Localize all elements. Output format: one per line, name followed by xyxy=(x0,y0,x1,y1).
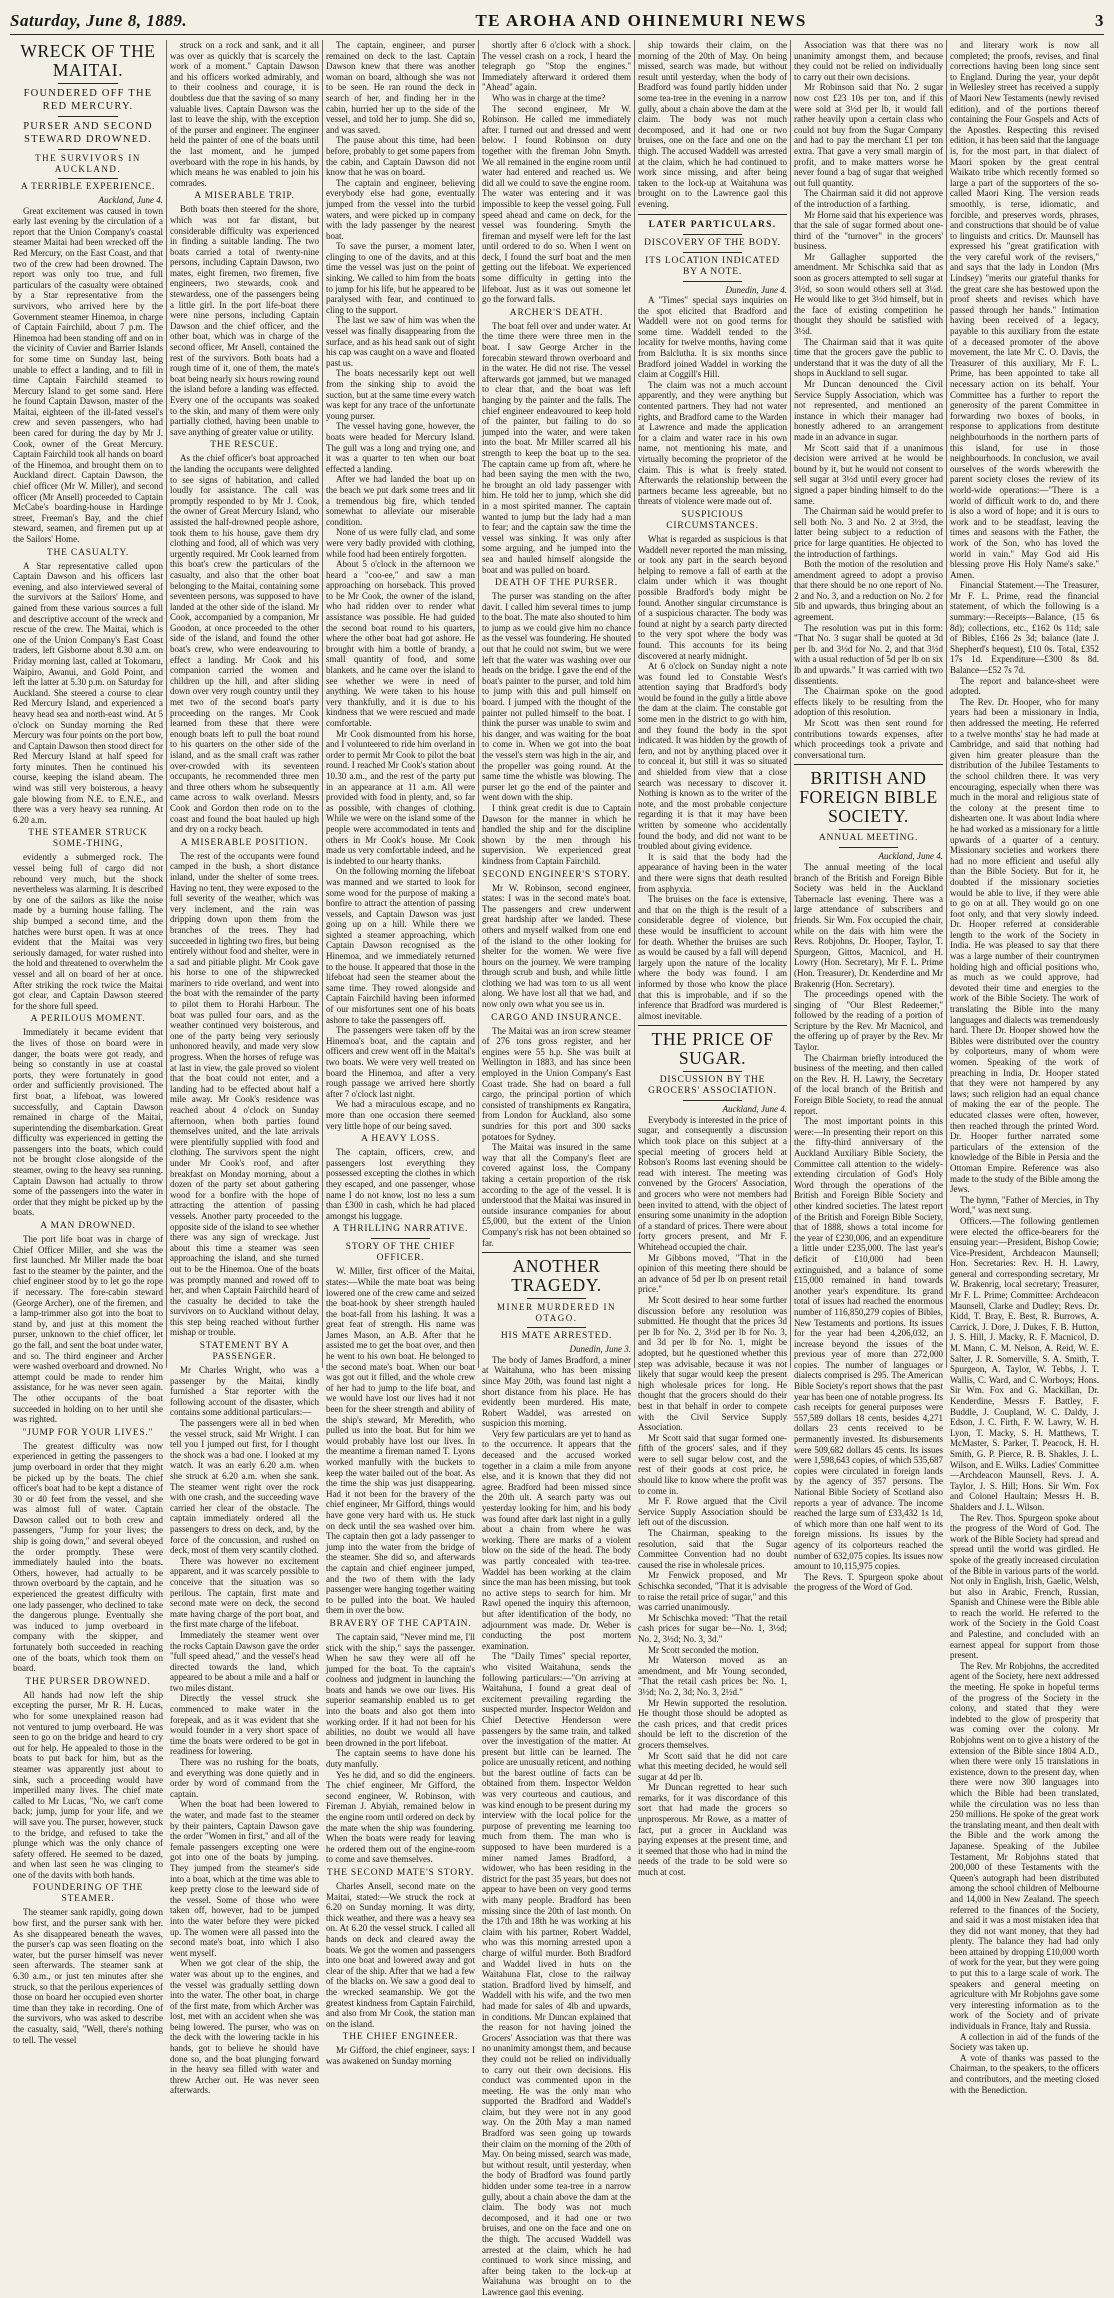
article-paragraph: At 6 o'clock on Sunday night a note was found led to Constable West's attention saying that Bradford's body would be found in the gully a little above the dam at the claim. The constable got some men in the district to go with him, and they found the body in the spot indicated. It was hidden by the growth of fern, and not by anything placed over it to conceal it, but still it was so situated and shielded from view that a close search was necessary to discover it. Nothing is known as to the writer of the note, and the most probable conjecture regarding it is that it may have been written by someone who accidentally found the body, and did not want to be troubled about giving evidence. xyxy=(638,661,787,852)
divider-rule xyxy=(58,178,118,179)
article-paragraph: Mr Gallagher supported the amendment. Mr Schischka said that as soon as grocers attempted to sell sugar at 3½d, so soon would others sell at 3¼d. He would like to get 3½d himself, but in the face of existing competition he thought they should be satisfied with 3½d. xyxy=(794,251,943,337)
article-subheading: DEATH OF THE PURSER. xyxy=(495,578,618,589)
article-paragraph: Immediately the steamer went over the rocks Captain Dawson gave the order "full speed ahead," and the vessel's head directed towards the land, which appeared to be about a mile and a half or two miles distant. xyxy=(170,1629,319,1693)
masthead xyxy=(10,8,1104,35)
masthead-title: TE AROHA AND OHINEMURI NEWS xyxy=(475,11,807,30)
article-paragraph: The annual meeting of the local branch of the British and Foreign Bible Society was held in the Auckland Tabernacle last evening. There was a large attendance of subscribers and friends. Sir Wm. Fox occupied the chair, while on the dais with him were the Revs. Robjohns, Dr. Hooper, Taylor, T. Spurgeon, Gittos, Macnicol, and H. Lowry (Hon. Secretary), Mr F. L. Prime (Hon. Treasurer), Dr. Kenderdine and Mr Brakenrig (Hon. Secretary). xyxy=(794,861,943,989)
dateline: Dunedin, June 4. xyxy=(725,284,787,295)
article-paragraph: The captain, engineer, and purser remained on deck to the last. Captain Dawson knew that there was another woman on board, although she was not to be seen. He ran round the deck in search of her, and finding her in the cabin, hurried her up to the side of the vessel, and told her to jump. She did so, and was saved. xyxy=(326,40,475,135)
article-subheading: LATER PARTICULARS. xyxy=(648,219,777,230)
article-paragraph: Mr Cook dismounted from his horse, and I volunteered to ride him overland in order to permit Mr Cook to pilot the boat round. I reached Mr Cook's station about 10.30 a.m., and the rest of the party put in an appearance at 11 a.m. All were provided with food in plenty, and, so far as possible, with changes of clothing. While we were on the island some of the people were accommodated in tents and others in Mr Cook's house. Mr Cook made us very comfortable indeed, and he is indebted to our hearty thanks. xyxy=(326,728,475,866)
article-subheading: A PERILOUS MOMENT. xyxy=(30,1014,146,1025)
divider-rule xyxy=(683,281,743,282)
article-paragraph: The bruises on the face is extensive, and that on the thigh is the result of a considerable degree of violence, but these would be insufficient to account for death. Whether the bruises are such as would be caused by a fall will depend largely upon the nature of the locality where the body was found. I am informed by those who know the place that this is improbable, and if so the inference that Bradford was murdered is almost inevitable. xyxy=(638,894,787,1021)
article-paragraph: Mr Scott was then sent round for contributions towards expenses, after which proceedings took a private and conversational turn. xyxy=(794,718,943,760)
article-paragraph: The Rev. Thos. Spurgeon spoke about the progress of the Word of God. The work of the Bible Society had spread and spread until the world was girdled. He spoke of the greatly increased circulation of the Bible in various parts of the world. Not only in English, Irish, Gaelic, Welsh, but also in Arabic, French, Russian, Spanish and Chinese were the Bible able to reach the world. He referred to the work of the Society in the Gold Coast and Palestine, and concluded with an earnest appeal for support from those present. xyxy=(950,1512,1099,1661)
divider-rule xyxy=(482,1252,631,1253)
article-paragraph: The boats necessarily kept out well from the sinking ship to avoid the suction, but at the same time every watch was kept for any trace of the unfortunate young purser. xyxy=(326,368,475,421)
masthead-page-number: 3 xyxy=(1095,11,1104,30)
article-paragraph: The pause about this time, had been before, probably to get some papers from the cabin, and Captain Dawson did not know that he was on board. xyxy=(326,135,475,178)
article-paragraph: Financial Statement.—The Treasurer, Mr F. L. Prime, read the financial statement, of which the following is a summary:—Receipts—Balance, (15 6s 8d); collections, etc., £162 0s 11d; sale of Bibles, £166 2s 3d; balance (late J. Shepherd's bequest), £10 0s. Total, £352 17s 1d. Expenditure—£300 8s 8d. Balance—£52 7s 7d. xyxy=(950,580,1099,676)
article-subheading: PURSER AND SECOND STEWARD DROWNED. xyxy=(23,121,153,145)
article-paragraph: The Chairman said it did not approve of the introduction of a farthing. xyxy=(794,188,943,209)
article-subheading: THE SURVIVORS IN AUCKLAND. xyxy=(35,153,141,174)
article-paragraph: Mr Scott said that he did not care what this meeting decided, he would sell sugar at 4d per lb. xyxy=(638,1750,787,1782)
article-paragraph: The resolution was put in this form: "That No. 3 sugar shall be quoted at 3d per lb. and 3½d for No. 2, and that 3½d with a usual reduction of 5d per lb on six lb and upwards." It was carried with two dissentients. xyxy=(794,622,943,686)
article-paragraph: Mr Robinson said that No. 2 sugar now cost £23 10s per ton, and if this were sold at 3½d per lb, it would fall rather heavily upon a certain class who could not buy from the Sugar Company and had to pay the merchant £1 per ton extra. That gave a very small margin of profit, and to make matters worse he never found a bag of sugar that weighed out full quantity. xyxy=(794,82,943,188)
divider-rule xyxy=(683,252,743,253)
article-paragraph: A vote of thanks was passed to the Chairman, to the speakers, to the officers and contributors, and the meeting closed with the Benediction. xyxy=(950,2052,1099,2095)
column-1 xyxy=(10,40,166,2045)
article-paragraph: The Chairman said that it was quite time that the grocers gave the public to understand that it was the duty of all the shops in Auckland to sell sugar. xyxy=(794,336,943,379)
article-subheading: THE SECOND MATE'S STORY. xyxy=(326,1867,475,1878)
article-subheading: THE CASUALTY. xyxy=(46,547,130,558)
article-paragraph: It is said that the body had the appearance of having been in the water and there were signs that death resulted from asphyxia. xyxy=(638,851,787,894)
article-paragraph: Officers.—The following gentlemen were elected the office-bearers for the ensuing year:—President, Bishop Cowie; Vice-President, Archdeacon Maunsell; Hon. Secretaries: Rev. H. H. Lawry, general and corresponding secretary, Mr W. Brakenrig, local secretary; Treasurer, Mr F. L. Prime; Committee: Archdeacon Maunsell, Clarke and Dudley; Revs. Dr. Kidd, T. Bray, E. Best, R. Burrows, A. Carrick, J. Dore, J. Dukes, F. B. Hutton, J. S. Hill, J. Macky, R. F. Macnicol, D. M. Mann, C. M. Nelson, A. Reid, W. E. Salter, J. R. Somerville, S. A. Smith, T. Spurgeon, A. Taylor, W. Tebbs, J. T. Wallis, C. Ward, and C. Worboys; Hons. Sir Wm. Fox and G. Mackillan, Dr. Kenderdine, Messrs F. Battley, F. Buddle, J. Coupland, W. C. Daldy, J. Edson, J. C. Firth, F. W. Lawry, W. H. Lyon, T. Macky, S. H. Matthews, T. McMaster, S. Parker, T. Peacock, H. H. Smith, G. P. Pierce, R. B. Shakles, J. L. Wilson, and E. Wilks. Ladies' Committee—Archdeacon Maunsell, Revs. J. A. Taylor, J. S. Hill; Hons. Sir Wm. Fox and Colonel Haultain; Messrs H. B. Shalders and J. L. Wilson. xyxy=(950,1215,1099,1512)
article-paragraph: A "Times" special says inquiries on the spot elicited that Bradford and Waddell were not on good terms for some time. Waddell tended to the locality for twelve months, having come from Balclutha. It is six months since Bradford joined Waddel in working the claim at Coggill's Hill. xyxy=(638,295,787,380)
divider-rule xyxy=(58,116,118,117)
article-paragraph: The Rev. Mr Robjohns, the accredited agent of the Society, here next addressed the meeting. He spoke in hopeful terms of the progress of the Society in the colony, and stated that they were indebted to the glow of prosperity that was coming over the colony. Mr Robjohns went on to give a history of the extension of the Bible since 1804 A.D., when there were only 15 translations in existence, down to the present day, when there were now 300 languages into which the Bible had been translated, while the circulation was no less than 250 millions. He spoke of the great work the translating meant, and then dealt with the Bible and the work among the Japanese. Speaking of the Jubilee Testament, Mr Robjohns stated that 200,000 of these Testaments with the Queen's autograph had been distributed among the school children of Melbourne and 14,000 in New Zealand. The speech referred to the finances of the Society, and said it was a most mistaken idea that they did not want money, that they had plenty. The balance they had had only been attained by dropping £10,000 worth of work for the year, but they were going to put this to a large scale of work. The speakers and general meeting on agriculture with Mr Robjohns gave some very interesting information as to the work of the Society and of private individuals in France, Italy and Russia. xyxy=(950,1660,1099,2032)
column-7 xyxy=(946,40,1102,2095)
masthead-date: Saturday, June 8, 1889. xyxy=(10,11,188,30)
article-paragraph: There was however no excitement apparent, and it was scarcely possible to conceive that the situation was so perilous. The captain, first mate and second mate were on deck, the second mate having charge of the port boat, and the first mate charge of the lifeboat. xyxy=(170,1555,319,1630)
article-subheading: SECOND ENGINEER'S STORY. xyxy=(482,869,631,880)
article-paragraph: The purser was standing on the after davit. I called him several times to jump to the boat. The mate also shouted to him to jump as we could give him no chance as the vessel was foundering. He shouted out that he could not swim, but we were left that the water was washing over our heads on the bridge. I gave the end of the boat's painter to the purser, and told him to jump with this and pull himself on board. I jumped with the thought of the painter not pulled himself to the boat. I think the purser was unable to swim and his danger, and was waiting for the boat to come in. When we got into the boat the vessel's stern was high in the air, and the propeller was going round. At the same time the whistle was blowing. The purser let go the end of the painter and went down with the ship. xyxy=(482,591,631,803)
article-paragraph: Mr Gifford, the chief engineer, says: I was awakened on Sunday morning xyxy=(326,2045,475,2066)
article-headline: THE PRICE OF SUGAR. xyxy=(651,1029,774,1069)
article-paragraph: Mr Charles Wright, who was a passenger by the Maitai, kindly furnished a Star reporter with the following account of the disaster, which contains some additional particulars:— xyxy=(170,1365,319,1418)
article-subheading: HIS MATE ARRESTED. xyxy=(500,1331,613,1342)
article-headline: WRECK OF THE MAITAI. xyxy=(20,41,156,80)
article-paragraph: Immediately it became evident that the lives of those on board were in danger, the boats were got ready, and being so constantly in use at coastal ports, they were fortunately in good order and sufficiently provisioned. The first boat, a lifeboat, was lowered successfully, and Captain Dawson remained in charge of the Maitai, superintending the disembarkation. Great difficulty was experienced in getting the passengers into the boats, which could not be brought close alongside of the steamer, owing to the heavy sea running. Captain Dawson had actually to throw some of the passengers into the water in order that they might be picked up by the boats. xyxy=(13,1027,163,1218)
article-paragraph: Mr Scott said that if a unanimous decision were arrived at he would be bound by it, but he would not consent to sell sugar at 3½d until every grocer had signed a paper binding himself to do the same. xyxy=(794,442,943,506)
article-paragraph: The Maitai was an iron screw steamer of 276 tons gross register, and her engines were 55 h.p. She was built at Wellington in 1883, and has since been employed in the Union Company's East Coast trade. She had on board a full cargo, the principal portion of which consisted of transhipments ex Rangatira, from London for Auckland, also some sundries for this port and 300 sacks potatoes for Sydney. xyxy=(482,1025,631,1142)
article-paragraph: A collection in aid of the funds of the Society was taken up. xyxy=(950,2031,1099,2053)
article-paragraph: On the following morning the lifeboat was manned and we started to look for some wood for the purpose of making a bonfire to attract the attention of passing vessels, and Captain Dawson was just going up on a hill. While there we sighted a steamer approaching, which Captain Dawson recognised as the Hinemoa, and we immediately returned to the house. It appeared that those in the lifeboat had seen the steamer about the same time. They rowed alongside and Captain Fairchild having been informed of our misfortunes sent one of his boats ashore to take the passengers off. xyxy=(326,866,475,1025)
divider-rule xyxy=(58,83,118,84)
article-paragraph: struck on a rock and sank, and it all was over as quickly that is scarcely the work of a moment." Captain Dawson and his officers worked admirably, and to their coolness and courage, it is doubtless due that the saving of so many valuable lives. Captain Dawson was the last to leave the ship, with the exception of the purser and engineer. The engineer held the painter of one of the boats until the last moment, and he jumped overboard with the rope in his hands, by which means he was enabled to join his comrades. xyxy=(170,40,319,188)
article-subheading: A MISERABLE TRIP. xyxy=(194,191,295,202)
newspaper-columns xyxy=(10,40,1104,2297)
divider-rule xyxy=(794,764,943,765)
divider-rule xyxy=(638,1025,787,1026)
article-paragraph: The captain said, "Never mind me, I'll stick with the ship," says the passenger. When he saw they were all off he jumped for the boat. To the captain's coolness and judgment in launching the boats and hands we owe our lives. His superior seamanship enabled us to get into the boats and also got them into working order. If it had not been for his abilities, no doubt we would all have been drowned in the port lifeboat. xyxy=(326,1631,475,1748)
article-paragraph: I think great credit is due to Captain Dawson for the manner in which he handled the ship and for the discipline shown by the men through his supervision. We experienced great kindness from Captain Fairchild. xyxy=(482,802,631,866)
article-paragraph: To save the purser, a moment later, clinging to one of the davits, and at this time the vessel was just on the point of sinking. We called to him from the boats to jump for his life, but he appeared to be paralysed with fear, and continued to cling to the support. xyxy=(326,241,475,315)
article-subheading: STATEMENT BY A PASSENGER. xyxy=(199,1341,290,1363)
article-paragraph: All hands had now left the ship excepting the purser, Mr R. H. Lucas, who for some unexplained reason had not ventured to jump overboard. He was seen to go on the bridge and heard to cry out for help. He appealed to those in the boats to put back for him, but as the steamer was apparently just about to sink, such a proceeding would have imperilled many lives. The chief mate called to Mr Lucas, "No, we can't come back; jump, jump for your life, and we will save you. The purser, however, stuck to the bridge, and refused to take the plunge which was the only chance of safety offered. He seemed to be dazed, and when last seen he was clinging to one of the davits with both hands. xyxy=(13,1689,163,1880)
article-paragraph: The "Daily Times" special reporter, who visited Waitahuna, sends the following particulars:—"On arriving at Waitahuna, I found a great deal of excitement prevailing regarding the suspected murder. Inspector Weldon and Chief Detective Henderson were passengers by the same train, and talked over the investigation of the matter. At present but little can be learned. The police are unusually reticent, and nothing but the barest outline of facts can be obtained from them. Inspector Weldon was very courteous and cautious, and was kind enough to be present during my interview with the local police for the purpose of preventing me learning too much from them. The man who is supposed to have been murdered is a miner named James Bradford, a widower, who has been residing in the district for the past 35 years, but does not appear to have been on very good terms with many people. Bradford has been missing since the 20th of last month. On the 17th and 18th he was working at his claim with his partner, Robert Waddel, who was this morning arrested upon a charge of wilful murder. Both Bradford and Waddel lived in huts on the Waitahuna Flat, close to the railway station. Bradford lived by himself, and Waddell with his wife, and the two men had made for sales of 4lb and upwards, in conditions. Mr Duncan explained that the reason for not having joined the Grocers' Association was that there was no unanimity amongst them, and because they could not be relied on individually to carry out their own decisions. His conduct was commented upon in the meeting. He was the only man who supported the Bradford and Waddel's claim, but they were not in any good way. On the 20th May a man named Bradford was seen going up towards their claim on the morning of the 20th of May. On being missed, search was made, but without result, until yesterday, when the body of Bradford was found partly hidden under some tea-tree in a narrow gully, about a chain above the dam at the claim. The body was not much decomposed, and it had one or two bruises, and one on the face and one on the thigh. The accused Waddell was arrested at the claim, which he had continued to work since missing, and after being taken to the lock-up at Waitahuna was brought on to the Lawrence gaol this evening. xyxy=(482,1651,631,2297)
article-paragraph: The captain seems to have done his duty manfully. xyxy=(326,1748,475,1770)
article-subheading: MINER MURDERED IN OTAGO. xyxy=(497,1302,616,1324)
divider-rule xyxy=(683,234,743,235)
article-paragraph: Mr Gibbons moved, "That in the opinion of this meeting there should be an advance of 5d per lb on present retail price." xyxy=(638,1252,787,1295)
article-paragraph: Charles Ansell, second mate on the Maitai, stated:—We struck the rock at 6.20 on Sunday morning. It was dirty, thick weather, and there was a heavy sea on. At 6.20 the vessel struck. I called all hands on deck and cleared away the boats. We got the women and passengers into one boat and lowered away and got clear of the ship. After that we had a few of the blacks on. We saw a good deal to the wrecked seamanship. We got the greatest kindness from Captain Fairchild, and also from Mr Cook, the station man on the island. xyxy=(326,1880,475,2029)
article-paragraph: The captain and engineer, believing everybody else had gone, eventually jumped from the vessel into the turbid waters, and were picked up in company with the lady passenger by the nearest boat. xyxy=(326,177,475,241)
article-paragraph: Who was in charge at the time? xyxy=(492,92,606,103)
article-subheading: SUSPICIOUS CIRCUMSTANCES. xyxy=(666,509,759,531)
article-subheading: THE PURSER DROWNED. xyxy=(25,1676,151,1687)
divider-rule xyxy=(527,1298,587,1299)
article-subheading: ANNUAL MEETING. xyxy=(818,833,919,844)
article-paragraph: Mr Duncan denounced the Civil Service Supply Association, which was not represented, and mentioned an instance in which their manager had honestly adhered to an arrangement made in an advance in sugar. xyxy=(794,379,943,442)
article-paragraph: W. Miller, first officer of the Maitai, states:—While the mate boat was being lowered one of the crew came and seized the boat-hook by sheer strength hauled the boat-fall from his lashing. It was a great feat of strength. His name was James Mason, an A.B. After that he assisted me to get the boat over, and then he went to his own boat. He belonged to the second mate's boat. When our boat was got out it filled, and the whole crew of her had to jump to the life boat, and we would have lost our lives had it not been for the sheer strength and ability of the ship's steward, Mr Meredith, who pulled us into the boat. But for him we would probably have lost our lives. In the meantime a fireman named T. Lyons worked manfully with the buckets to keep the water bailed out of the boat. As the time the ship was just disappearing. Had it not been for the bravery of the chief engineer, Mr Gifford, things would have gone very hard with us. He stuck on deck until the sea washed over him. The captain then got a lady passenger to jump into the water from the bridge of the steamer. She did so, and afterwards the captain and chief engineer jumped, and the two of them with the lady passenger were hanging together waiting to be pulled into the boat. We hauled them in over the bow. xyxy=(326,1266,475,1616)
article-subheading: ARCHER'S DEATH. xyxy=(509,307,604,318)
article-paragraph: The Chairman spoke on the good effects likely to be resulting from the adoption of this resolution. xyxy=(794,686,943,718)
article-paragraph: The claim was not a much account apparently, and they were anything but contented partners. They had not water rights, and Bradford came to the Warden at Lawrence and made the application for a claim and water race in his own name, not mentioning his mate, and virtually becoming the proprietor of the claim. This is what is freely stated. Afterwards the relationship between the partners became less agreeable, but no threats of violence were made out of. xyxy=(638,379,787,507)
article-paragraph: Mr W. Robinson, second engineer, states: I was in the second mate's boat. The passengers and crew underwent great hardship after we landed. These others and myself walked from one end of the island to the other looking for shelter for the women. We were five hours on the journey. We were tramping through scrub and bush, and while little clothing we had was torn to us all went along. We have lost all that we had, and now only own what you see us in. xyxy=(482,882,631,1010)
article-paragraph: ship towards their claim, on the morning of the 20th of May. On being missed, search was made, but without result until yesterday, when the body of Bradford was found partly hidden under some tea-tree in the evening in a narrow gully, about a chain above the dam at the claim. The body was not much decomposed, and it had one or two bruises, one on the face and one on the thigh. The accused Waddell was arrested at the claim, which he had continued to work since missing, and after being taken to the lock-up at Waitahuna was brought on to the Lawrence gaol this evening. xyxy=(638,40,787,209)
article-subheading: A TERRIBLE EXPERIENCE. xyxy=(20,182,156,192)
article-paragraph: Great excitement was caused in town early last evening by the circulation of a report that the Union Company's coastal steamer Maitai had been wrecked off the Red Mercury, on the East Coast, and that two of the crew had been drowned. The report was only too true, and full particulars of the casualty were obtained by a Star representative from the survivors, who arrived here by the Government steamer Hinemoa, in charge of Captain Fairchild, about 7 p.m. The Hinemoa had been standing off and on in the vicinity of Cuvier and Barrier Islands for some time on Sunday last, being unable to effect a landing, and to fill in time Captain Fairchild steamed to Mercury Island to get some sand. Here he found Captain Dawson, master of the Maitai, eighteen of the ill-fated vessel's crew and seven passengers, who had been cared for during the day by Mr J. Cook, owner of the Great Mercury. Captain Fairchild took all hands on board of the Hinemoa, and brought them on to Auckland direct. Captain Dawson, the chief officer (Mr W. Miller), and second officer (Mr Ansell) proceeded to Captain McCabe's boarding-house in Hardinge street, Freeman's Bay, and the chief steward, seamen, and firemen put up at the Sailors' Home. xyxy=(13,205,163,544)
article-paragraph: The passengers were taken off by the Hinemoa's boat, and the captain and officers and crew went off in the Maitai's two boats. We were very well treated on board the Hinemoa, and after a very rough passage we arrived here shortly after 7 o'clock last night. xyxy=(326,1025,475,1099)
article-subheading: A MISERABLE POSITION. xyxy=(180,837,309,848)
article-paragraph: Everybody is interested in the price of sugar, and consequently a discussion which took place on this subject at a special meeting of grocers held at Robson's Rooms last evening should be read with interest. The meeting was convened by the Grocers' Association, and grocers who were not members had been invited to attend, with the object of ensuring some unanimity in the adoption of a standard of prices. There were about forty grocers present, and Mr F. Whitehead occupied the chair. xyxy=(638,1114,787,1252)
article-paragraph: Both the motion of the resolution and amendment agreed to adopt a proviso that there should be no one report of No. 2 and No. 3, and a reduction on No. 2 for 5lb and upwards, thus bringing about an agreement. xyxy=(794,559,943,623)
dateline: Auckland, June 4. xyxy=(878,851,943,862)
article-paragraph: A Star representative called upon Captain Dawson and his officers last evening, and also interviewed several of the survivors at the Sailors' Home, and gained from these various sources a full and descriptive account of the wreck and rescue of the crew. The Maitai, which is one of the Union Company's East Coast traders, left Gisborne about 8.30 a.m. on Friday morning last, called at Tokomaru, Waipiro, Awanui, and Gold Point, and left the latter at 5.30 p.m. on Saturday for Auckland. She steered a course to clear Red Mercury Island, and experienced a heavy head sea and north-east wind. At 5 o'clock on Sunday morning the Red Mercury was four points on the port bow, and Captain Dawson then stood direct for Red Mercury Island at half speed for forty minutes. Then he continued his course, keeping the island abeam. The wind was still very boisterous, a heavy gale blowing from N.E. to E.N.E., and there was a very heavy sea running. At 6.20 a.m. xyxy=(13,560,163,825)
article-paragraph: The Revs. T. Spurgeon spoke about the progress of the Word of God. xyxy=(794,1571,943,1593)
article-paragraph: Directly the vessel struck she commenced to make water in the forepeak, and as it was evident that she would founder in a very short space of time the boats were ordered to be got in readiness for lowering. xyxy=(170,1693,319,1757)
article-paragraph: The hymn, "Father of Mercies, in Thy Word," was next sung. xyxy=(950,1194,1099,1216)
article-paragraph: Both boats then steered for the shore, which was not far distant, but considerable difficulty was experienced in finding a suitable landing. The two boats carried a total of twenty-nine persons, including Captain Dawson, two mates, eight firemen, two firemen, five engineers, two stewards, cook and stewardess, one of the passengers being a little girl. In the port life-boat there were nine persons, including Captain Dawson and the chief officer, and the other boat, which was in charge of the second officer, Mr Ansell, contained the rest of the survivors. Both boats had a rough time of it, one of them, the mate's boat being nearly six hours rowing round the island before a landing was effected. Every one of the occupants was soaked to the skin, and many of them were only partially clothed, having been unable to save anything of greater value or utility. xyxy=(170,204,319,437)
article-paragraph: The second engineer, Mr W. Robinson. He called me immediately after. I turned out and dressed and went below. I found Robinson on duty together with the fireman John Smyth. We all remained in the engine room until water had entered and reached us. We did all we could to save the engine room. The water was entering and it was impossible to keep the vessel going. Full speed ahead and came on deck, for the vessel was foundering. Smyth the fireman and myself were left for the last until ordered to do so. When I went on deck, I found the surf boat and the men getting out the lifeboat. We experienced some difficulty in getting into the lifeboat. Just as it was out someone let go the forward falls. xyxy=(482,103,631,305)
article-paragraph: The rest of the occupants were found camped in the bush, a short distance inland, under the shelter of some trees. Having no tent, they were exposed to the full severity of the weather, which was very inclement, and the rain was dripping down upon them from the branches of the trees. They had succeeded in lighting two fires, but being entirely without food and shelter, were in a sad and pitiable plight. Mr Cook gave his horse to one of the shipwrecked mariners to ride overland, and went into the boat with the remainder of the party to pilot them to Horahi Harbour. The boat was pulled four oars, and as the weather continued very boisterous, and one of the party being very seriously unhonored heavily, and made very slow progress. When the horses of refuge was at last in view, the gale proved so violent that the boat could not enter, and a landing had to be effected about half a mile away. Mr Cook's residence was reached about 4 o'clock on Sunday afternoon, when both parties found themselves united, and the late arrivals were plentifully supplied with food and clothing. The survivors spent the night under Mr Cook's roof, and after breakfast on Monday morning, about a dozen of the party set about gathering wood for a bonfire with the hope of attracting the attention of passing vessels. Another party proceeded to the opposite side of the island to see whether there was any sign of wreckage. Just about this time a steamer was seen approaching the island, and she turned out to be the Hinemoa. One of the boats was promptly manned and rowed off to her, and when Captain Fairchild heard of the casualty he decided to take the survivors on to Auckland without delay, this step being reached without further mishap or trouble. xyxy=(170,850,319,1338)
divider-rule xyxy=(527,1327,587,1328)
article-paragraph: Mr Hewin supported the resolution. He thought those should be adopted as the cash prices, and that credit prices should be left to the discretion of the grocers themselves. xyxy=(638,1697,787,1750)
article-subheading: DISCOVERY OF THE BODY. xyxy=(644,237,781,248)
column-6 xyxy=(790,40,946,1593)
article-subheading: ITS LOCATION INDICATED BY A NOTE. xyxy=(645,255,780,277)
article-paragraph: None of us were fully clad, and some were very badly provided with clothing, while food had been entirely forgotten. xyxy=(326,527,475,559)
column-3 xyxy=(322,40,478,2066)
article-paragraph: When the boat had been lowered to the water, and made fast to the steamer by their painters, Captain Dawson gave the order "Women in first," and all of the female passengers excepting one were got into one of the boats by jumping. They jumped from the steamer's side into a boat, which at the time was able to keep pretty close to the leeward side of the vessel. Some of those who were taken off, however, had to be jumped into the water before they were picked up. The women were all passed into the second mate's boat, into which I also went myself. xyxy=(170,1799,319,1958)
article-paragraph: The Maitai was insured in the same way that all the Company's fleet are covered against loss, the Company taking a certain proportion of the risk according to the age of the vessel. It is understood that the Maitai was insured in outside insurance companies for about £5,000, but the extent of the Union Company's risk has not been obtained so far. xyxy=(482,1142,631,1248)
article-paragraph: What is regarded as suspicious is that Waddell never reported the man missing, or took any part in the search beyond helping to remove a fall of earth at the claim under which it was thought possible Bradford's body might be found. Another singular circumstance is of a suspicious character. The body was found at night by a search party directed to the very spot where the body was found. This accounts for its being discovered at nearly midnight. xyxy=(638,533,787,661)
article-paragraph: Mr Scott desired to hear some further discussion before any resolution was submitted. He thought that the prices 3d per lb for No. 2, 3½d per lb for No. 3, and 3d per lb for No. 1, might be adopted, but he questioned whether this step was advisable, because it was not likely that sugar would keep the present high wholesale prices for long. He thought that the grocers should do their best in that behalf in order to compete with the Civil Service Supply Association. xyxy=(638,1294,787,1433)
article-paragraph: As the chief officer's boat approached the landing the occupants were delighted to see signs of habitation, and called loudly for assistance. The call was promptly responded to by Mr J. Cook, the owner of Great Mercury Island, who assisted the half-drowned people ashore, took them to his house, gave them dry clothing and food, all of which was very urgently required. Mr Cook learned from this boat's crew the particulars of the casualty, and also that the other boat belonging to the Maitai, containing some seventeen persons, was supposed to have landed at the other side of the island. Mr Cook, accompanied by a companion, Mr Goodon, at once proceeded to the other side of the island, and found the other boat's crew, who were endeavouring to effect a landing. Mr Cook and his companion carried the women and children up the hill, and after sliding down over very rough country until they met two of the second boat's party proceeding on the ranges. Mr Cook learned from these that there were enough boats left to pull the boat round to his quarters on the other side of the island, and as the small craft was rather over-crowded with its seventeen occupants, he recommended three men and three others whom he subsequently came across to walk overland. Messrs Cook and Gordon then rode on to the coast and found the boat hauled up high and dry on a rocky beach. xyxy=(170,453,319,835)
article-paragraph: The Chairman briefly introduced the business of the meeting, and then called on the Rev. H. H. Lawry, the Secretary of the local branch of the British and Foreign Bible Society, to read the annual report. xyxy=(794,1052,943,1116)
article-paragraph: When we got clear of the ship, the water was about up to the engines, and the vessel was gradually settling down into the water. The other boat, in charge of the first mate, from which Archer was lost, met with an accident when she was being lowered. The purser, who was on the deck with the lowering tackle in his hands, got to believe he should have done so, and the boat plunging forward in the heavy sea filled with water and threw Archer out. He was never seen afterwards. xyxy=(170,1958,319,2096)
article-subheading: A MAN DROWNED. xyxy=(40,1221,136,1232)
article-paragraph: The Chairman said he would prefer to sell both No. 3 and No. 2 at 3½d, the latter being subject to a reduction of price for large quantities. He objected to the introduction of farthings. xyxy=(794,506,943,559)
article-paragraph: After we had landed the boat up on the beach we put dark some trees and lit a tremendous big fire, which tended somewhat to alleviate our miserable condition. xyxy=(326,474,475,527)
article-subheading: THE CHIEF ENGINEER. xyxy=(342,2032,459,2043)
article-headline: ANOTHER TRAGEDY. xyxy=(511,1256,602,1296)
article-paragraph: The Rev. Dr. Hooper, who for many years had been a missionary in India, then addressed the meeting. He referred to a twelve months' stay he had made at Cambridge, and said that nothing had given him greater pleasure than the distribution of the Jubilee Testaments to the school children there. It was very encouraging, especially when there was much in the moral and religious state of the colony at the present time to dishearten one. It was about India where he had worked as a missionary for a little upwards of a quarter of a century. Missionary societies and workers there had no more efficient and useful ally than the Bible Society. But for it, he doubted if the missionary societies would be able to live, if they were able to go on at all. They would go on one foot only, and that very slowly indeed. Dr. Hooper referred at considerable length to the work of the Society in India. He was pleased to say that there was a large number of their countrymen holding high and official positions who, as much as we could approve, had devoted their time and energies to the work of the Bible Society. The work of translating the Bible into the many languages and dialects was tremendously hard. There Dr. Hooper showed how the Bibles were distributed over the country by colporteurs, many of whom were women. Speaking of the work of preaching in India, Dr. Hooper stated that they were not hampered by any laws; such religion had an equal chance of making the ear of the people. The educated classes were often, however, then reached through the printed Word. Dr. Hooper further narrated some particulars of the extension of the knowledge of the Bible in Persia and the Ottoman Empire. Reference was also made to the study of the Bible among the Jews. xyxy=(950,696,1099,1195)
article-subheading: FOUNDERED OFF THE RED MERCURY. xyxy=(23,88,153,112)
article-paragraph: We had a miraculous escape, and no more than one occasion there seemed very little hope of our being saved. xyxy=(326,1099,475,1131)
dateline: Auckland, June 4. xyxy=(722,1104,787,1115)
article-paragraph: The boat fell over and under water. At the time there were three men in the boat. I saw George Archer in the forecabin steward thrown overboard and in the water. He did not rise. The vessel afterwards got jammed, but we managed to clear that, and the boat was left hanging by the painter and the falls. The chief engineer endeavoured to keep hold of the painter, but failing to do so jumped into the water, and were taken into the boat. Mr Miller scarred all his strength to keep the boat up to the sea. The captain came up from aft, where he had been saying the men with the two, he brought an old lady passenger with him. He told her to jump, which she did in a most spirited manner. The captain wanted to jump but the lady had a man to fear; and the captain saw the time the vessel was sinking. It was only after some arguing, and he jumped into the sea and hauled himself alongside the boat and was pulled on board. xyxy=(482,320,631,575)
article-subheading: A THRILLING NARRATIVE. xyxy=(332,1224,469,1235)
article-paragraph: The most important points in this were:—In presenting their report on this the fifty-third anniversary of the Auckland Auxiliary Bible Society, the Committee call attention to the widely-extending circulation of God's Holy Word through the operations of the British and Foreign Bible Society and other kindred societies. The latest report of the British and Foreign Bible Society, that of 1888, shows a total income for the year of £230,006, and an expenditure a little under £235,000. The last year's deficit of £10,000 had been extinguished, and a balance of some £15,000 remained in hand towards another year's expenditure. Its grand total of issues had reached the enormous number of 116,850,279 copies of Bibles, New Testaments and portions. Its issues for the year had been 4,206,032, an increase beyond the issues of the previous year of more than 272,000 copies. The number of languages or dialects comprised is 295. The American Bible Society's report shows that the past year has been one of notable progress. Its cash receipts for general purposes were 557,589 dollars 18 cents, besides 4,271 dollars 23 cents received to be permanently invested. Its disbursements were 509,682 dollars 45 cents. Its issues were 1,598,643 copies, of which 535,687 copies were circulated in foreign lands by the agency of 357 persons. The National Bible Society of Scotland also reports a year of advance. The income reached the large sum of £33,432 1s 1d, of which more than one half went to its foreign missions. Its issues by the agency of its colporteurs reached the number of 632,075 copies. Its issues now amount to 10,115,975 copies. xyxy=(794,1116,943,1572)
column-5 xyxy=(634,40,790,1878)
article-subheading: THE STEAMER STRUCK SOME-THING, xyxy=(28,828,148,850)
dateline: Auckland, June 4. xyxy=(98,195,163,205)
article-subheading: BRAVERY OF THE CAPTAIN. xyxy=(329,1618,472,1629)
article-paragraph: Mr Horne said that his experience was that the sale of sugar formed about one-third of the "turnover" in the grocers' business. xyxy=(794,209,943,252)
article-paragraph: The body of James Bradford, a miner at Waitahuna, who has been missing since May 20th, was found last night a short distance from his place. He has evidently been murdered. His mate, Robert Waddel, was arrested on suspicion this morning. xyxy=(482,1354,631,1429)
article-subheading: CARGO AND INSURANCE. xyxy=(491,1012,622,1023)
divider-rule xyxy=(371,1238,431,1239)
article-subheading: DISCUSSION BY THE GROCERS' ASSOCIATION. xyxy=(648,1075,777,1097)
article-paragraph: and literary work is now all completed; the proofs, revises, and final corrections having been long since sent to England. During the year, your depôt in Wellesley street has received a supply of Maori New Testaments (newly revised edition), and of the portions thereof containing the Four Gospels and Acts of the Apostles. Respecting this revised edition, it has been said that the language is, for the most part, in that dialect of Maori spoken by the great central Waikato tribe which recently formed so large a part of the supporters of the so-called Maori King. The version reads smoothly, is terse, idiomatic, and forcible, and preserves words, phrases, and constructions that should be of value to linguists and critics. Dr. Maunsell has expressed his "great gratification with the very careful work of the revisers," and says that the lady in London (Mrs Lindsey) "merits our grateful thanks for the great care she has bestowed upon the proof sheets and revises which have passed through her hands." Intimation having been received of a legacy, payable to this auxiliary from the estate of a deceased promoter of the above movement, the late Mr C. O. Davis, the Treasurer of this auxiliary, Mr F. L. Prime, has been appointed to take all necessary action on its behalf. Your Committee has a further to report the generosity of the parent Committee in forwarding two boxes of books, in response to applications from destitute neighbourhoods in the northern parts of this island, for use in those neighbourhoods. In conclusion, we avail ourselves of the words wherewith the parent society closes the review of its world-wide operations:—"There is a world of difficult work to do, and there is also a word of hope; and it is ours to work and to be steadfast, leaving the times and seasons with the Father, the work of the Son, who has loved the world in vain." May God aid His blessing prove His Holy Name's sake." Amen. xyxy=(950,40,1099,580)
article-paragraph: Mr F. Rowe argued that the Civil Service Supply Association should be left out of the discussion. xyxy=(638,1496,787,1528)
divider-rule xyxy=(683,1071,743,1072)
divider-rule xyxy=(58,149,118,150)
article-paragraph: Mr Scott said that sugar formed one-fifth of the grocers' sales, and if they were to sell sugar below cost, and the rest of their goods at cost price, he should like to know where the profit was to come in. xyxy=(638,1432,787,1496)
article-paragraph: About 5 o'clock in the afternoon we heard a "coo-ee," and saw a man approaching on horseback. This proved to be Mr Cook, the owner of the island, who had ridden over to render what assistance was possible. He had guided the second boat round to his quarters, where the other boat had got ashore. He brought with him a bottle of brandy, a small quantity of food, and some blankets, and he came over the island to see whether we were in need of anything. We were taken to his house very thankfully, and it is due to his kindness that we were rescued and made comfortable. xyxy=(326,559,475,728)
article-paragraph: Mr Scott seconded the motion. xyxy=(648,1644,759,1655)
article-subheading: THE RESCUE. xyxy=(210,440,279,451)
article-paragraph: Association was that there was no unanimity amongst them, and because they could not be relied on individually to carry out their own decisions. xyxy=(794,40,943,82)
article-paragraph: The Chairman, speaking to the resolution, said that the Sugar Committee Convention had no doubt caused the rise in wholesale prices. xyxy=(638,1528,787,1570)
divider-rule xyxy=(839,829,899,830)
article-paragraph: Yes he did, and so did the engineers. The chief engineer, Mr Gifford, the second engineer, W. Robinson, with Fireman J. Abyiah, remained below in the engine room until ordered on deck by the mate when the ship was foundering. When the boats were ready for leaving he ordered them out of the engine-room to come and save themselves. xyxy=(326,1769,475,1865)
article-paragraph: The steamer sank rapidly, going down bow first, and the purser sank with her. As she disappeared beneath the waves, the purser's cap was seen floating on the water, but the purser himself was never seen afterwards. The steamer sank at 6.30 a.m., or just ten minutes after she struck, so that the perilous experiences of those on board her occupied even shorter time than they take in recording. One of the survivors, who was asked to describe the casualty, said, "Well, there's nothing to tell. The vessel xyxy=(13,1907,163,2045)
divider-rule xyxy=(638,214,787,215)
article-subheading: FOUNDERING OF THE STEAMER. xyxy=(32,1883,144,1905)
column-4 xyxy=(478,40,634,2297)
article-paragraph: evidently a submerged rock. The vessel being full of cargo did not rebound very much, but the shock nevertheless was alarming. It is described by one of the sailors as like the noise made by a burning house falling. The ship bumped a second time, and the hatches were burst open. It was at once evident that the Maitai was very seriously damaged, for water rushed into the hold and threatened to overwhelm the vessel and all on board of her at once. After striking the rock twice the Maitai got clear, and Captain Dawson steered for the shore full speed. xyxy=(13,852,163,1011)
article-paragraph: Mr Duncan regretted to hear such remarks, for it was discordance of this sort that had made the grocers so unprosperous. Mr Rowe, as a matter of fact, put a grocer in Auckland was paying expenses at the present time, and it seemed that those who had in mind the needs of the trade to be sold were so much at cost. xyxy=(638,1782,787,1878)
article-paragraph: Mr Schischka moved: "That the retail cash prices for sugar be—No. 1, 3½d; No. 2, 3½d; No. 3, 3d." xyxy=(638,1612,787,1644)
article-paragraph: The passengers were all in bed when the vessel struck, said Mr Wright. I can tell you I jumped out first, for I thought the shock was a bad one. I looked at my watch. It was an early 6.20 a.m. when she struck at 6.20 a.m. when she sank. The steamer went right over the rock with one crash, and the succeeding wave carried her clear of the obstacle. The captain immediately ordered all the passengers to dress on deck, and, by the force of the concussion, and rushed on deck, most of them very scantily clothed. xyxy=(170,1418,319,1556)
article-subheading: A HEAVY LOSS. xyxy=(361,1134,440,1145)
article-subheading: STORY OF THE CHIEF OFFICER. xyxy=(345,1242,456,1264)
article-paragraph: Very few particulars are yet to hand as to the occurrence. It appears that the deceased and the accused worked together in a claim a mile from anyone else, and it is known that they did not agree. Bradford had been missed since the 20th ult. A search party was out yesterday looking for him, and his body was found after dark last night in a gully about a chain from where he was working. There are marks of a violent blow on the side of the head. The body was partly concealed with tea-tree. Waddel has been working at the claim since the man has been missing, but took no active steps to search for him. Mr Rawl opened the inquiry this afternoon, but after identification of the body, no adjournment was made. Dr. Weber is conducting the post mortem examination. xyxy=(482,1428,631,1651)
article-paragraph: The proceedings opened with the singing of "Our Blest Redeemer," followed by the reading of a portion of Scripture by the Rev. Mr Macnicol, and the offering up of prayer by the Rev. Mr Taylor. xyxy=(794,989,943,1053)
article-paragraph: The captain, officers, crew, and passengers lost everything they possessed excepting the clothes in which they escaped, and one passenger, whose name I do not know, lost no less a sum than £300 in cash, which he had placed amongst his luggage. xyxy=(326,1147,475,1221)
article-paragraph: The report and balance-sheet were adopted. xyxy=(950,675,1099,697)
article-paragraph: The vessel having gone, however, the boats were headed for Mercury Island. The gull was a long and trying one, and it was a quarter to ten when our boat effected a landing. xyxy=(326,421,475,474)
article-headline: BRITISH AND FOREIGN BIBLE SOCIETY. xyxy=(799,768,938,827)
article-paragraph: Mr Fenwick proposed, and Mr Schischka seconded, "That it is advisable to raise the retail price of sugar," and this was carried unanimously. xyxy=(638,1570,787,1613)
dateline: Dunedin, June 3. xyxy=(569,1344,631,1355)
column-2 xyxy=(166,40,322,2096)
article-paragraph: shortly after 6 o'clock with a shock. The vessel crash on a rock, I heard the telegraph go "Stop the engines." Immediately afterward it ordered them "Ahead" again. xyxy=(482,40,631,93)
divider-rule xyxy=(839,847,899,848)
article-paragraph: The port life boat was in charge of Chief Officer Miller, and she was the first launched. Mr Miller made the boat fast to the steamer by the painter, and the chief engineer stood by to let go the rope if necessary. The fore-cabin steward (George Archer), one of the firemen, and a lamp-trimmer also got into the boat to stand by, and just at this moment the purser, unknown to the chief officer, let go the fall, and sent the boat under water, and so. The third engineer and Archer were washed overboard and drowned. No attempt could be made to render him assistance, for he was never seen again. The other occupants of the boat succeeded in holding on to her until she was righted. xyxy=(13,1234,163,1425)
article-paragraph: There was no rushing for the boats, and everything was done quietly and in order by word of command from the captain. xyxy=(170,1757,319,1799)
article-paragraph: Mr Waterson moved as an amendment, and Mr Young seconded, "That the retail cash prices be: No. 1, 3½d; No. 2, 3d; No. 3, 2½d." xyxy=(638,1655,787,1697)
article-subheading: "JUMP FOR YOUR LIVES." xyxy=(22,1427,154,1438)
article-paragraph: The greatest difficulty was now experienced in getting the passengers to jump overboard in order that they might be picked up by the boats. The chief officer's boat had to be kept a distance of 30 or 40 feet from the vessel, and she was almost full of water. Captain Dawson called out to both crew and passengers, "Jump for your lives; the ship is going down," and several obeyed the order promptly. These were immediately hauled into the boats. Others, however, had actually to be thrown overboard by the captain, and he experienced the greatest difficulty with one lady passenger, who declined to take the dangerous plunge. Eventually she was induced to jump overboard in company with the skipper, and fortunately both succeeded in reaching one of the boats, which took them on board. xyxy=(13,1440,163,1674)
divider-rule xyxy=(683,1100,743,1101)
article-paragraph: The last we saw of him was when the vessel was finally disappearing from the surface, and as his head sank out of sight his cap was caught on a wave and floated past us. xyxy=(326,315,475,368)
